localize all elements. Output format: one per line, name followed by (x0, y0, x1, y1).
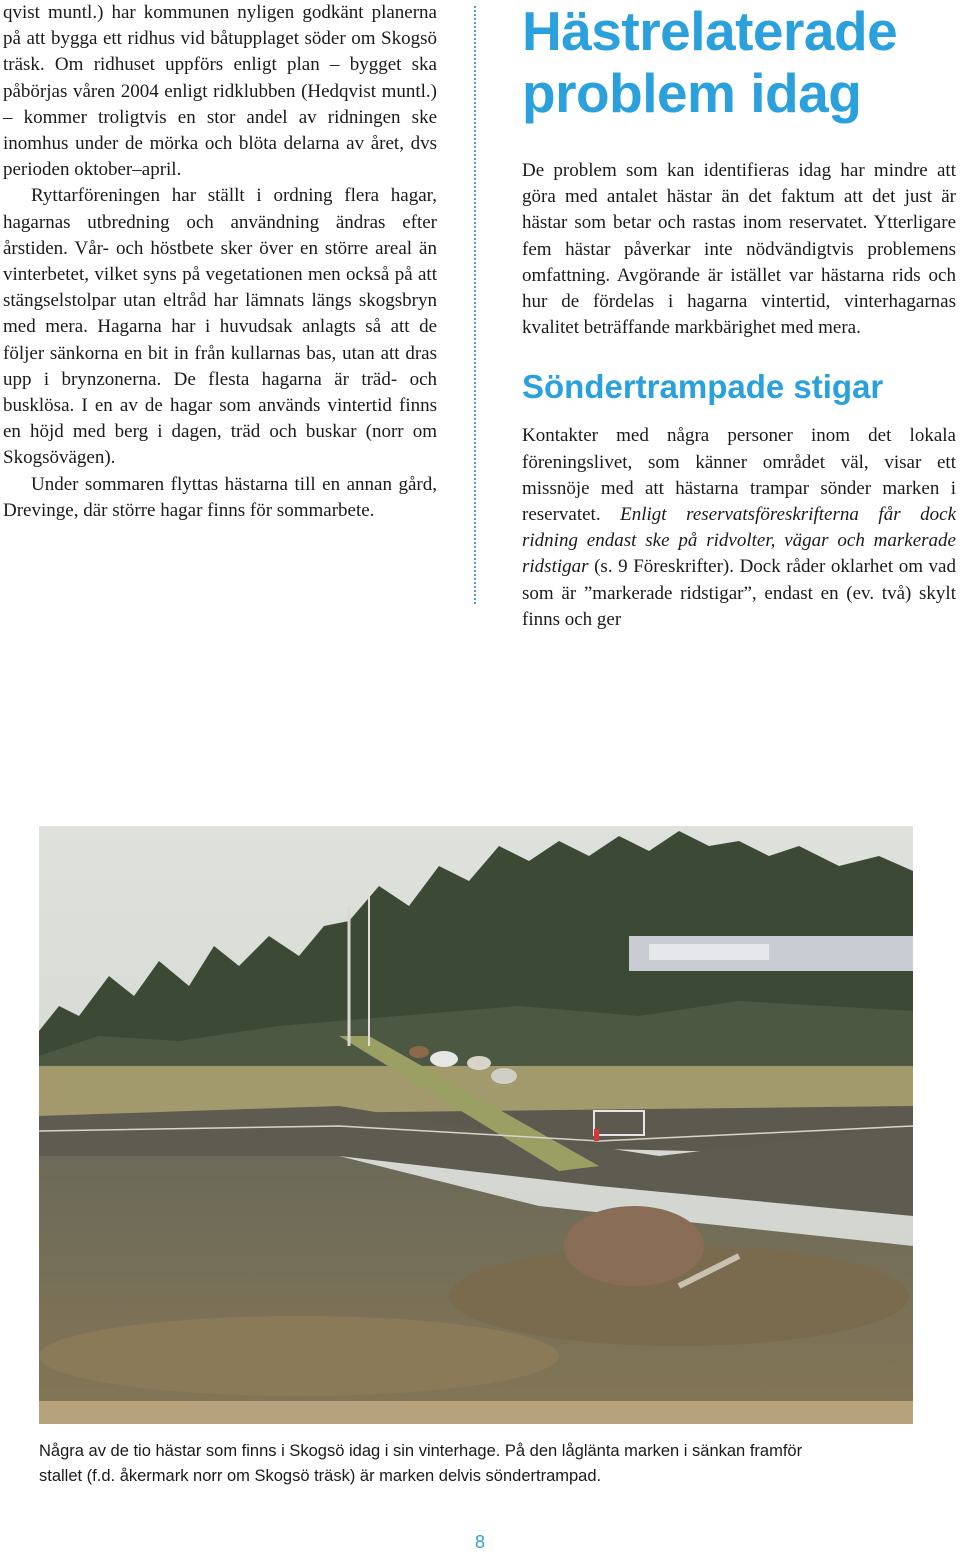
column-divider (474, 6, 476, 604)
right-paragraph-2 (522, 423, 956, 633)
right-paragraph-1: De problem som kan identifieras idag har mindre att göra med antalet hästar än det faktum att det just är hästar som betar och rastas inom reservatet. Ytterligare fem hästar påverkar inte nödvändigtvis problemens omfattning. Avgörande är istället var hästarna rids och hur de fördelas i hagarna vintertid, vinterhagarnas kvalitet beträffande markbärighet med mera. (522, 160, 956, 339)
right-column (522, 0, 956, 633)
right-paragraph-2-end: (s. 9 Föreskrifter). Dock råder oklarhet om vad som är ”markerade ridstigar”, endast en (ev. två) skylt finns och ger (522, 556, 956, 630)
photo-caption: Några av de tio hästar som finns i Skogsö idag i sin vinterhage. På den låglänta marken i sänkan framför stallet (f.d. åkermark norr om Skogsö träsk) är marken delvis söndertrampad. (39, 1442, 803, 1485)
left-column (3, 0, 437, 524)
subsection-heading: Söndertrampade stigar (522, 368, 884, 406)
horse-paddock-photo (39, 826, 913, 1424)
right-paragraph-2-italic: Enligt reservatsföreskrifterna får dock ridning endast ske på ridvolter, vägar och markerade ridstigar (522, 504, 956, 578)
left-paragraph-2: Ryttarföreningen har ställt i ordning flera hagar, hagarnas utbredning och användning ändras efter årstiden. Vår- och höstbete sker över en större areal än vinterbetet, vilket syns på vegetationen men också på att stängselstolpar utan eltråd har lämnats längs skogsbryn med mera. Hagarna har i huvudsak anlagts så att de följer sänkorna en bit in från kullarnas bas, utan att dras upp i brynzonerna. De flesta hagarna är träd- och busklösa. I en av de hagar som används vintertid finns en höjd med berg i dagen, träd och buskar (norr om Skogsövägen). (3, 185, 437, 469)
right-paragraph-2-start: Kontakter med några personer inom det lokala föreningslivet, som känner området väl, visar ett missnöje med att hästarna trampar sönder marken i reservatet. (522, 425, 956, 526)
left-paragraph-1: qvist muntl.) har kommunen nyligen godkänt planerna på att bygga ett ridhus vid båtupplaget söder om Skogsö träsk. Om ridhuset uppförs enligt plan – bygget ska påbörjas våren 2004 enligt ridklubben (Hedqvist muntl.) – kommer troligtvis en stor andel av ridningen ske inomhus under de mörka och blöta delarna av året, dvs perioden oktober–april. (3, 2, 437, 181)
section-heading: Hästrelaterade problem idag (522, 0, 898, 124)
left-paragraph-3: Under sommaren flyttas hästarna till en annan gård, Drevinge, där större hagar finns för sommarbete. (3, 473, 437, 521)
page-number: 8 (474, 1532, 485, 1552)
